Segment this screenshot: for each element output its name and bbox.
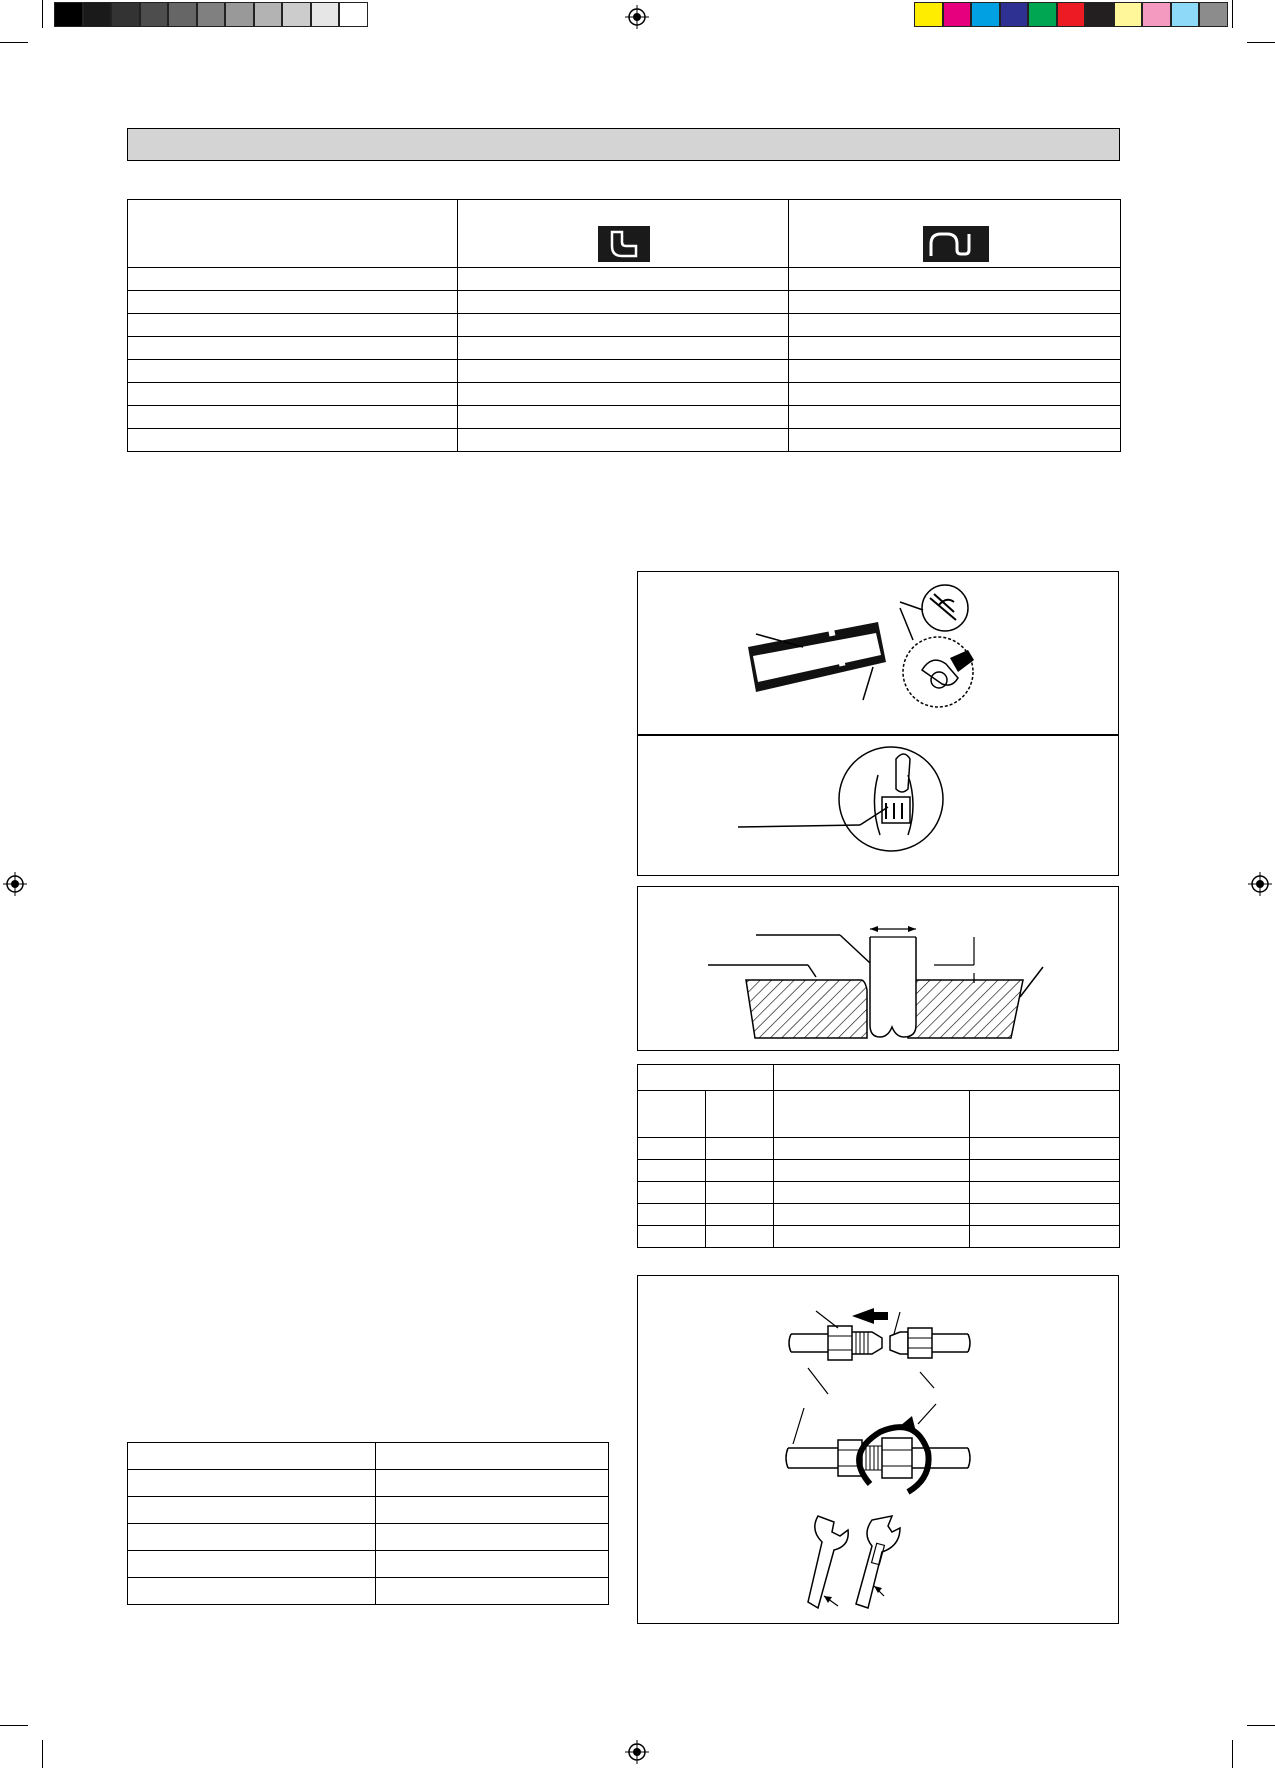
table-row [128, 1470, 609, 1497]
color-swatch [914, 2, 943, 27]
table-row [128, 383, 1121, 406]
table-header-cell [458, 200, 789, 268]
table-cell [706, 1226, 774, 1248]
table-row [128, 1578, 609, 1605]
color-swatch [54, 2, 83, 27]
registration-mark-icon [3, 872, 27, 896]
table-row [128, 360, 1121, 383]
table-header-cell [789, 200, 1121, 268]
table-cell [458, 314, 789, 337]
table-cell [638, 1138, 706, 1160]
table-cell [458, 406, 789, 429]
table-header-cell [774, 1091, 970, 1138]
table-cell [128, 1551, 376, 1578]
u-bend-pipe-icon [923, 226, 989, 262]
table-row [128, 291, 1121, 314]
flare-cross-section-figure [638, 887, 1118, 1049]
table-cell [128, 1524, 376, 1551]
crop-mark [42, 1740, 43, 1768]
deburring-figure [638, 735, 1118, 875]
color-swatch [111, 2, 140, 27]
table-header-cell [774, 1065, 1120, 1091]
table-cell [638, 1226, 706, 1248]
flare-connection-panel [637, 1275, 1119, 1624]
pipe-specification-table [127, 199, 1121, 452]
color-swatch [311, 2, 340, 27]
table-cell [376, 1470, 609, 1497]
table-cell [789, 291, 1121, 314]
table-row [638, 1226, 1120, 1248]
table-row [128, 337, 1121, 360]
table-cell [128, 1470, 376, 1497]
table-cell [774, 1160, 970, 1182]
crop-mark [0, 42, 28, 43]
table-cell [458, 360, 789, 383]
table-cell [774, 1204, 970, 1226]
table-cell [706, 1160, 774, 1182]
table-cell [128, 268, 458, 291]
table-cell [774, 1182, 970, 1204]
table-header-cell [970, 1091, 1120, 1138]
table-cell [128, 360, 458, 383]
table-cell [638, 1160, 706, 1182]
flare-nut-connection-figure [638, 1276, 1118, 1622]
crop-mark [1247, 42, 1275, 43]
color-swatch [943, 2, 972, 27]
color-swatch [1085, 2, 1114, 27]
table-cell [774, 1226, 970, 1248]
table-cell [458, 268, 789, 291]
elbow-pipe-icon [598, 226, 650, 262]
table-cell [128, 429, 458, 452]
table-cell [789, 429, 1121, 452]
table-row [638, 1138, 1120, 1160]
color-swatch [225, 2, 254, 27]
table-cell [638, 1182, 706, 1204]
flare-section-panel [637, 886, 1119, 1051]
pipe-cut-figure [638, 572, 1118, 734]
color-swatch [1199, 2, 1228, 27]
color-swatch [1114, 2, 1143, 27]
table-cell [458, 383, 789, 406]
color-swatch [1142, 2, 1171, 27]
table-cell [706, 1182, 774, 1204]
table-cell [706, 1138, 774, 1160]
table-header-cell [638, 1091, 706, 1138]
color-swatch [282, 2, 311, 27]
table-cell [458, 291, 789, 314]
color-swatch [254, 2, 283, 27]
pipe-cutting-panel [637, 571, 1119, 876]
table-cell [970, 1204, 1120, 1226]
table-header-cell [706, 1091, 774, 1138]
table-row [128, 268, 1121, 291]
table-row [638, 1160, 1120, 1182]
flare-dimension-table [637, 1064, 1120, 1248]
table-cell [128, 314, 458, 337]
table-cell [789, 360, 1121, 383]
table-cell [128, 1497, 376, 1524]
table-cell [789, 268, 1121, 291]
table-cell [458, 429, 789, 452]
table-cell [128, 1443, 376, 1470]
section-title-bar [127, 128, 1120, 161]
table-row [128, 314, 1121, 337]
table-row [128, 1524, 609, 1551]
color-swatch [339, 2, 368, 27]
table-cell [789, 383, 1121, 406]
table-row [638, 1182, 1120, 1204]
color-swatch [1000, 2, 1029, 27]
table-cell [128, 1578, 376, 1605]
bottom-left-table [127, 1442, 609, 1605]
color-swatch [1171, 2, 1200, 27]
color-swatch [197, 2, 226, 27]
table-cell [970, 1182, 1120, 1204]
table-cell [376, 1497, 609, 1524]
color-swatch [83, 2, 112, 27]
registration-mark-icon [625, 5, 649, 29]
crop-mark [1247, 1725, 1275, 1726]
table-cell [789, 337, 1121, 360]
crop-mark [1232, 0, 1233, 28]
table-cell [789, 406, 1121, 429]
table-row [128, 1443, 609, 1470]
table-cell [128, 383, 458, 406]
table-header-cell [638, 1065, 774, 1091]
table-cell [638, 1204, 706, 1226]
table-row [128, 406, 1121, 429]
table-cell [128, 406, 458, 429]
table-cell [458, 337, 789, 360]
color-swatch [168, 2, 197, 27]
table-cell [789, 314, 1121, 337]
color-swatch [1057, 2, 1086, 27]
table-cell [376, 1551, 609, 1578]
table-row [638, 1204, 1120, 1226]
crop-mark [0, 1725, 28, 1726]
table-cell [128, 337, 458, 360]
color-swatch [140, 2, 169, 27]
crop-mark [1232, 1740, 1233, 1768]
table-row [128, 429, 1121, 452]
table-cell [376, 1578, 609, 1605]
table-cell [970, 1138, 1120, 1160]
table-cell [970, 1226, 1120, 1248]
table-row [128, 1497, 609, 1524]
table-cell [376, 1524, 609, 1551]
table-cell [774, 1138, 970, 1160]
table-cell [706, 1204, 774, 1226]
table-cell [970, 1160, 1120, 1182]
crop-mark [42, 0, 43, 28]
registration-mark-icon [1248, 872, 1272, 896]
table-row [128, 1551, 609, 1578]
registration-mark-icon [625, 1740, 649, 1764]
table-header-cell [128, 200, 458, 268]
table-cell [376, 1443, 609, 1470]
color-swatch [971, 2, 1000, 27]
color-swatch [1028, 2, 1057, 27]
table-cell [128, 291, 458, 314]
